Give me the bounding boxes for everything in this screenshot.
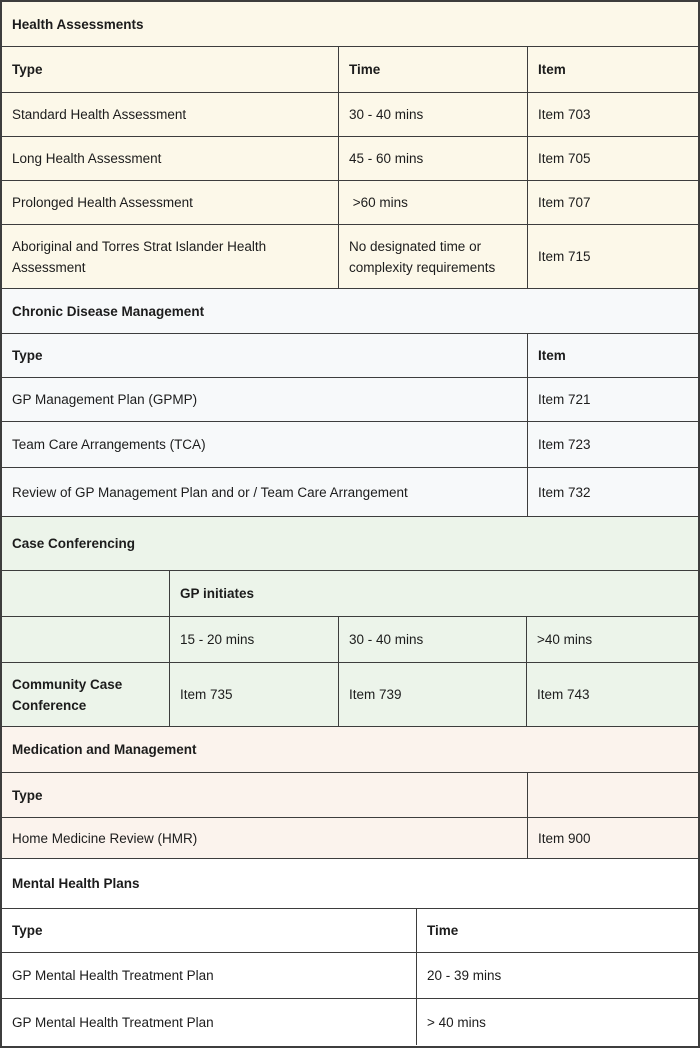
health-assessments-table	[2, 2, 698, 289]
cell-time: 20 - 39 mins	[427, 968, 502, 983]
chronic-disease-management-table	[2, 289, 698, 517]
cell-item: Item 705	[538, 151, 591, 166]
cell-item: Item 732	[538, 484, 591, 500]
column-header-type: Type	[2, 773, 528, 817]
cell-type: Review of GP Management Plan and or / Team Care Arrangement	[2, 468, 528, 516]
cell-type: GP Mental Health Treatment Plan	[2, 953, 417, 998]
column-header-item: Item	[538, 348, 566, 363]
time-header-row	[2, 617, 698, 663]
column-header-time: Time	[339, 47, 528, 92]
column-header-row	[2, 47, 698, 93]
table-row	[2, 818, 698, 859]
table-row	[2, 378, 698, 422]
cell-empty	[2, 571, 170, 616]
table-row	[2, 181, 698, 225]
time-header-15-20: 15 - 20 mins	[170, 617, 339, 662]
cell-item: Item 723	[538, 437, 591, 452]
table-row	[2, 137, 698, 181]
cell-item: Item 703	[538, 107, 591, 122]
cell-time: 30 - 40 mins	[339, 93, 528, 136]
cell-type: GP Management Plan (GPMP)	[2, 378, 528, 421]
table-row	[2, 225, 698, 289]
cell-item: Item 707	[538, 195, 591, 210]
section-title-row	[2, 289, 698, 334]
section-title-row	[2, 859, 698, 909]
medication-and-management-table	[2, 727, 698, 859]
cell-type: Aboriginal and Torres Strat Islander Health Assessment	[2, 225, 339, 288]
section-title-mental-health: Mental Health Plans	[12, 876, 140, 891]
column-header-type: Type	[2, 334, 528, 377]
section-title-row	[2, 517, 698, 571]
column-header-row	[2, 773, 698, 818]
cell-time: > 40 mins	[427, 1014, 486, 1030]
cell-empty	[2, 617, 170, 662]
cell-item: Item 721	[538, 392, 591, 407]
column-header-type: Type	[2, 47, 339, 92]
mental-health-plans-table	[2, 859, 698, 1045]
cell-item: Item 900	[538, 830, 591, 846]
group-header-row	[2, 571, 698, 617]
table-row	[2, 999, 698, 1045]
table-row	[2, 93, 698, 137]
cell-time: 45 - 60 mins	[339, 137, 528, 180]
cell-empty	[528, 773, 698, 817]
column-header-item: Item	[538, 62, 566, 77]
column-header-time: Time	[427, 923, 459, 938]
table-row	[2, 468, 698, 517]
cell-time: >60 mins	[339, 181, 528, 224]
time-header-30-40: 30 - 40 mins	[339, 617, 527, 662]
section-title-medication: Medication and Management	[12, 742, 197, 757]
case-conferencing-table	[2, 517, 698, 727]
column-header-row	[2, 334, 698, 378]
section-title-row	[2, 2, 698, 47]
table-row	[2, 663, 698, 727]
cell-item: Item 743	[537, 687, 590, 702]
column-header-row	[2, 909, 698, 953]
cell-type: Standard Health Assessment	[2, 93, 339, 136]
cell-item: Item 739	[339, 663, 527, 726]
section-title-row	[2, 727, 698, 773]
cell-type: Team Care Arrangements (TCA)	[2, 422, 528, 467]
cell-row-header: Community Case Conference	[2, 663, 170, 726]
cell-type: Long Health Assessment	[2, 137, 339, 180]
section-title-health-assessments: Health Assessments	[12, 16, 144, 32]
cell-time: No designated time or complexity requirements	[339, 225, 528, 288]
time-header-40plus: >40 mins	[537, 632, 593, 647]
section-title-case-conferencing: Case Conferencing	[12, 536, 136, 551]
cell-type: GP Mental Health Treatment Plan	[2, 999, 417, 1045]
cell-item: Item 715	[538, 249, 591, 264]
cell-type: Home Medicine Review (HMR)	[2, 818, 528, 858]
cell-type: Prolonged Health Assessment	[2, 181, 339, 224]
table-row	[2, 422, 698, 468]
group-header-gp-initiates: GP initiates	[180, 586, 255, 601]
section-title-chronic-disease: Chronic Disease Management	[12, 303, 205, 319]
column-header-type: Type	[2, 909, 417, 952]
cell-item: Item 735	[170, 663, 339, 726]
table-row	[2, 953, 698, 999]
